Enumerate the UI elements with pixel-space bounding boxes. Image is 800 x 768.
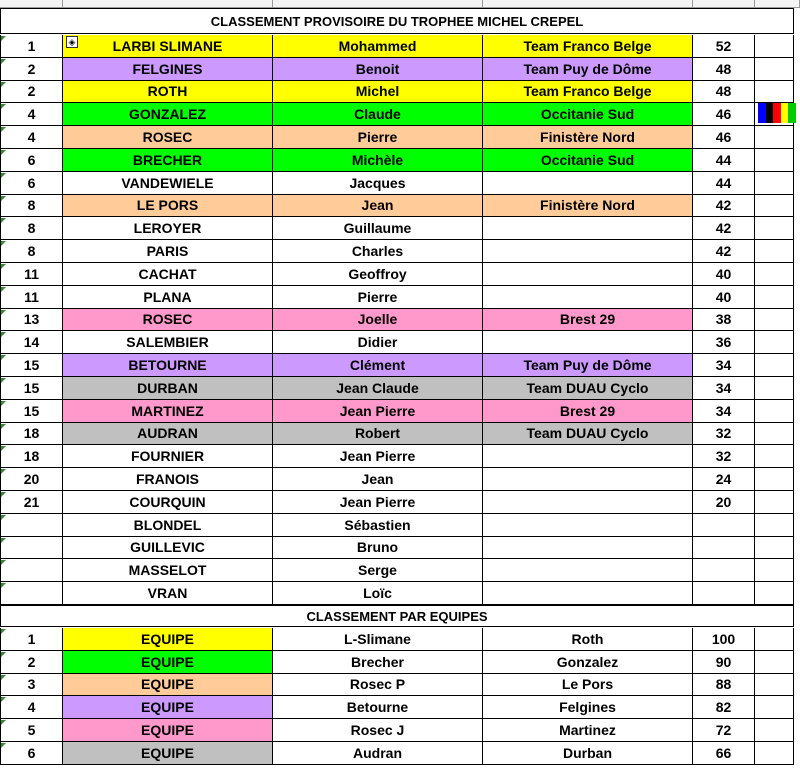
firstname-cell[interactable]: Jean Pierre <box>273 445 483 468</box>
points-cell[interactable]: 40 <box>693 286 755 309</box>
rank-cell[interactable]: 15 <box>0 377 63 400</box>
cell-flag-icon <box>1 150 6 155</box>
firstname-cell[interactable]: Geoffroy <box>273 263 483 286</box>
cell-flag-icon <box>1 629 6 634</box>
rank-cell[interactable]: 15 <box>0 354 63 377</box>
firstname-cell[interactable]: Clément <box>273 354 483 377</box>
extra-cell[interactable] <box>755 514 794 537</box>
cell-flag-icon <box>1 583 6 588</box>
extra-cell[interactable] <box>755 468 794 491</box>
cell-flag-icon <box>1 59 6 64</box>
team-cell[interactable]: Team DUAU Cyclo <box>483 423 693 446</box>
team-cell[interactable]: Finistère Nord <box>483 195 693 218</box>
rider-row <box>0 149 800 172</box>
teams-banner <box>0 605 794 627</box>
rider-row <box>0 217 800 240</box>
team-member2-cell[interactable]: Roth <box>483 628 693 651</box>
cell-flag-icon <box>1 469 6 474</box>
cell-flag-icon <box>1 538 6 543</box>
extra-cell[interactable] <box>755 195 794 218</box>
cell-flag-icon <box>1 446 6 451</box>
rider-row <box>0 240 800 263</box>
name-cell[interactable]: VRAN <box>63 582 273 605</box>
rider-row <box>0 423 800 446</box>
rider-row <box>0 354 800 377</box>
rider-row <box>0 286 800 309</box>
points-cell[interactable] <box>693 537 755 560</box>
team-cell[interactable] <box>483 286 693 309</box>
page-title: CLASSEMENT PROVISOIRE DU TROPHEE MICHEL CREPEL <box>210 13 584 29</box>
extra-cell[interactable] <box>755 81 794 104</box>
extra-cell[interactable] <box>755 58 794 81</box>
rider-row <box>0 195 800 218</box>
team-row <box>0 696 800 719</box>
cell-flag-icon <box>1 104 6 109</box>
team-label-cell[interactable]: EQUIPE <box>63 696 273 719</box>
firstname-cell[interactable]: Bruno <box>273 537 483 560</box>
jersey-stripe <box>758 103 766 123</box>
firstname-cell[interactable]: Mohammed <box>273 35 483 58</box>
jersey-stripe <box>781 103 789 123</box>
points-cell[interactable]: 44 <box>693 149 755 172</box>
cell-flag-icon <box>1 82 6 87</box>
name-cell[interactable]: BLONDEL <box>63 514 273 537</box>
name-cell[interactable]: DURBAN <box>63 377 273 400</box>
team-cell[interactable]: Team Puy de Dôme <box>483 354 693 377</box>
points-cell[interactable]: 44 <box>693 172 755 195</box>
rank-cell[interactable]: 2 <box>0 81 63 104</box>
teams-title: CLASSEMENT PAR EQUIPES <box>306 608 488 624</box>
rider-row <box>0 263 800 286</box>
extra-cell[interactable] <box>755 651 794 674</box>
team-cell[interactable] <box>483 445 693 468</box>
rank-cell[interactable]: 18 <box>0 423 63 446</box>
name-cell[interactable]: MASSELOT <box>63 559 273 582</box>
extra-cell[interactable] <box>755 149 794 172</box>
cell-flag-icon <box>1 560 6 565</box>
name-cell[interactable]: LARBI SLIMANE <box>63 35 273 58</box>
rider-row <box>0 445 800 468</box>
cell-flag-icon <box>1 36 6 41</box>
team-cell[interactable] <box>483 263 693 286</box>
jersey-stripe <box>788 103 796 123</box>
team-member1-cell[interactable]: L-Slimane <box>273 628 483 651</box>
rank-cell[interactable]: 8 <box>0 195 63 218</box>
name-cell[interactable]: ROSEC <box>63 126 273 149</box>
name-cell[interactable]: AUDRAN <box>63 423 273 446</box>
cell-flag-icon <box>1 697 6 702</box>
rank-cell[interactable]: 8 <box>0 217 63 240</box>
extra-cell[interactable] <box>755 628 794 651</box>
name-cell[interactable]: GUILLEVIC <box>63 537 273 560</box>
cell-flag-icon <box>1 264 6 269</box>
name-cell[interactable]: LEROYER <box>63 217 273 240</box>
rank-cell[interactable]: 6 <box>0 149 63 172</box>
rank-cell[interactable]: 21 <box>0 491 63 514</box>
firstname-cell[interactable]: Claude <box>273 103 483 126</box>
rank-cell[interactable] <box>0 537 63 560</box>
team-label-cell[interactable]: EQUIPE <box>63 628 273 651</box>
team-points-cell[interactable]: 66 <box>693 742 755 765</box>
cell-flag-icon <box>1 127 6 132</box>
team-rank-cell[interactable]: 3 <box>0 674 63 697</box>
firstname-cell[interactable]: Joelle <box>273 309 483 332</box>
team-label-cell[interactable]: EQUIPE <box>63 742 273 765</box>
team-cell[interactable] <box>483 514 693 537</box>
rainbow-jersey-icon <box>758 103 796 123</box>
firstname-cell[interactable]: Jean <box>273 195 483 218</box>
team-cell[interactable]: Finistère Nord <box>483 126 693 149</box>
team-rank-cell[interactable]: 5 <box>0 719 63 742</box>
rider-row <box>0 559 800 582</box>
name-cell[interactable]: GONZALEZ <box>63 103 273 126</box>
rank-cell[interactable] <box>0 514 63 537</box>
firstname-cell[interactable]: Robert <box>273 423 483 446</box>
team-rank-cell[interactable]: 6 <box>0 742 63 765</box>
team-cell[interactable]: Team DUAU Cyclo <box>483 377 693 400</box>
points-cell[interactable]: 42 <box>693 240 755 263</box>
jersey-stripe <box>773 103 781 123</box>
firstname-cell[interactable]: Sébastien <box>273 514 483 537</box>
team-cell[interactable]: Occitanie Sud <box>483 149 693 172</box>
team-member1-cell[interactable]: Rosec P <box>273 674 483 697</box>
rank-cell[interactable]: 15 <box>0 400 63 423</box>
rank-cell[interactable]: 11 <box>0 263 63 286</box>
team-row <box>0 628 800 651</box>
cell-flag-icon <box>1 401 6 406</box>
name-cell[interactable]: BRECHER <box>63 149 273 172</box>
points-cell[interactable]: 48 <box>693 58 755 81</box>
rank-cell[interactable]: 13 <box>0 309 63 332</box>
team-cell[interactable] <box>483 537 693 560</box>
name-cell[interactable]: MARTINEZ <box>63 400 273 423</box>
rider-row <box>0 377 800 400</box>
rank-cell[interactable]: 8 <box>0 240 63 263</box>
rider-row <box>0 58 800 81</box>
extra-cell[interactable] <box>755 559 794 582</box>
team-member1-cell[interactable]: Betourne <box>273 696 483 719</box>
rank-cell[interactable]: 2 <box>0 58 63 81</box>
cell-flag-icon <box>1 424 6 429</box>
points-cell[interactable]: 48 <box>693 81 755 104</box>
firstname-cell[interactable]: Pierre <box>273 286 483 309</box>
title-banner <box>0 8 794 34</box>
firstname-cell[interactable]: Benoit <box>273 58 483 81</box>
rank-cell[interactable]: 6 <box>0 172 63 195</box>
firstname-cell[interactable]: Jean Pierre <box>273 491 483 514</box>
firstname-cell[interactable]: Jean <box>273 468 483 491</box>
firstname-cell[interactable]: Loïc <box>273 582 483 605</box>
points-cell[interactable]: 32 <box>693 423 755 446</box>
name-cell[interactable]: COURQUIN <box>63 491 273 514</box>
extra-cell[interactable] <box>755 263 794 286</box>
team-cell[interactable]: Occitanie Sud <box>483 103 693 126</box>
team-label-cell[interactable]: EQUIPE <box>63 719 273 742</box>
points-cell[interactable]: 42 <box>693 195 755 218</box>
rider-row <box>0 103 800 126</box>
team-member1-cell[interactable]: Audran <box>273 742 483 765</box>
firstname-cell[interactable]: Jean Claude <box>273 377 483 400</box>
rank-cell[interactable]: 11 <box>0 286 63 309</box>
points-cell[interactable] <box>693 582 755 605</box>
cell-flag-icon <box>1 743 6 748</box>
rank-cell[interactable]: 1 <box>0 35 63 58</box>
team-member2-cell[interactable]: Martinez <box>483 719 693 742</box>
points-cell[interactable]: 52 <box>693 35 755 58</box>
points-cell[interactable]: 24 <box>693 468 755 491</box>
team-cell[interactable] <box>483 172 693 195</box>
name-cell[interactable]: SALEMBIER <box>63 331 273 354</box>
name-cell[interactable]: ROSEC <box>63 309 273 332</box>
firstname-cell[interactable]: Guillaume <box>273 217 483 240</box>
team-row <box>0 719 800 742</box>
cell-flag-icon <box>1 652 6 657</box>
points-cell[interactable]: 42 <box>693 217 755 240</box>
points-cell[interactable]: 34 <box>693 400 755 423</box>
rider-row <box>0 537 800 560</box>
rider-row <box>0 172 800 195</box>
name-cell[interactable]: BETOURNE <box>63 354 273 377</box>
team-cell[interactable] <box>483 468 693 491</box>
team-label-cell[interactable]: EQUIPE <box>63 674 273 697</box>
name-cell[interactable]: CACHAT <box>63 263 273 286</box>
rank-cell[interactable]: 20 <box>0 468 63 491</box>
extra-cell[interactable] <box>755 309 794 332</box>
team-label-cell[interactable]: EQUIPE <box>63 651 273 674</box>
extra-cell[interactable] <box>755 674 794 697</box>
rank-cell[interactable] <box>0 559 63 582</box>
rider-row <box>0 81 800 104</box>
team-row <box>0 742 800 765</box>
extra-cell[interactable] <box>755 537 794 560</box>
points-cell[interactable]: 46 <box>693 126 755 149</box>
extra-cell[interactable] <box>755 377 794 400</box>
extra-cell[interactable] <box>755 445 794 468</box>
extra-cell[interactable] <box>755 172 794 195</box>
firstname-cell[interactable]: Michel <box>273 81 483 104</box>
firstname-cell[interactable]: Didier <box>273 331 483 354</box>
rider-row <box>0 400 800 423</box>
cell-flag-icon <box>1 675 6 680</box>
points-cell[interactable]: 34 <box>693 377 755 400</box>
team-member2-cell[interactable]: Durban <box>483 742 693 765</box>
rider-row <box>0 491 800 514</box>
comment-note-icon[interactable]: ◈ <box>66 36 78 48</box>
firstname-cell[interactable]: Jean Pierre <box>273 400 483 423</box>
team-member1-cell[interactable]: Rosec J <box>273 719 483 742</box>
name-cell[interactable]: ROTH <box>63 81 273 104</box>
team-points-cell[interactable]: 88 <box>693 674 755 697</box>
cell-flag-icon <box>1 196 6 201</box>
team-cell[interactable] <box>483 491 693 514</box>
rider-row <box>0 331 800 354</box>
rider-row <box>0 35 800 58</box>
points-cell[interactable]: 40 <box>693 263 755 286</box>
cell-flag-icon <box>1 332 6 337</box>
extra-cell[interactable] <box>755 331 794 354</box>
rider-row <box>0 582 800 605</box>
team-row <box>0 651 800 674</box>
team-cell[interactable] <box>483 582 693 605</box>
firstname-cell[interactable]: Serge <box>273 559 483 582</box>
rank-cell[interactable] <box>0 582 63 605</box>
team-points-cell[interactable]: 72 <box>693 719 755 742</box>
cell-flag-icon <box>1 355 6 360</box>
firstname-cell[interactable]: Jacques <box>273 172 483 195</box>
points-cell[interactable]: 38 <box>693 309 755 332</box>
extra-cell[interactable] <box>755 696 794 719</box>
name-cell[interactable]: FOURNIER <box>63 445 273 468</box>
rank-cell[interactable]: 18 <box>0 445 63 468</box>
team-points-cell[interactable]: 82 <box>693 696 755 719</box>
cell-flag-icon <box>1 310 6 315</box>
points-cell[interactable] <box>693 559 755 582</box>
extra-cell[interactable] <box>755 742 794 765</box>
extra-cell[interactable] <box>755 582 794 605</box>
cell-flag-icon <box>1 515 6 520</box>
jersey-stripe <box>766 103 774 123</box>
team-row <box>0 674 800 697</box>
extra-cell[interactable] <box>755 719 794 742</box>
firstname-cell[interactable]: Charles <box>273 240 483 263</box>
name-cell[interactable]: FELGINES <box>63 58 273 81</box>
rank-cell[interactable]: 14 <box>0 331 63 354</box>
points-cell[interactable] <box>693 514 755 537</box>
points-cell[interactable]: 46 <box>693 103 755 126</box>
points-cell[interactable]: 32 <box>693 445 755 468</box>
team-member2-cell[interactable]: Le Pors <box>483 674 693 697</box>
rider-row <box>0 468 800 491</box>
points-cell[interactable]: 34 <box>693 354 755 377</box>
team-cell[interactable]: Brest 29 <box>483 309 693 332</box>
cell-flag-icon <box>1 173 6 178</box>
firstname-cell[interactable]: Michèle <box>273 149 483 172</box>
firstname-cell[interactable]: Pierre <box>273 126 483 149</box>
name-cell[interactable]: LE PORS <box>63 195 273 218</box>
team-member2-cell[interactable]: Gonzalez <box>483 651 693 674</box>
rider-row <box>0 126 800 149</box>
column-header-strip <box>0 0 800 8</box>
rank-cell[interactable]: 4 <box>0 103 63 126</box>
extra-cell[interactable] <box>755 400 794 423</box>
extra-cell[interactable] <box>755 491 794 514</box>
extra-cell[interactable] <box>755 240 794 263</box>
team-rank-cell[interactable]: 1 <box>0 628 63 651</box>
team-cell[interactable] <box>483 559 693 582</box>
team-cell[interactable]: Team Puy de Dôme <box>483 58 693 81</box>
rider-row <box>0 309 800 332</box>
rank-cell[interactable]: 4 <box>0 126 63 149</box>
team-rank-cell[interactable]: 4 <box>0 696 63 719</box>
team-cell[interactable] <box>483 217 693 240</box>
rider-row <box>0 514 800 537</box>
extra-cell[interactable] <box>755 126 794 149</box>
team-rank-cell[interactable]: 2 <box>0 651 63 674</box>
name-cell[interactable]: PLANA <box>63 286 273 309</box>
points-cell[interactable]: 20 <box>693 491 755 514</box>
name-cell[interactable]: VANDEWIELE <box>63 172 273 195</box>
cell-flag-icon <box>1 378 6 383</box>
cell-flag-icon <box>1 241 6 246</box>
extra-cell[interactable] <box>755 286 794 309</box>
team-cell[interactable] <box>483 240 693 263</box>
name-cell[interactable]: PARIS <box>63 240 273 263</box>
extra-cell[interactable] <box>755 354 794 377</box>
team-cell[interactable]: Team Franco Belge <box>483 81 693 104</box>
name-cell[interactable]: FRANOIS <box>63 468 273 491</box>
extra-cell[interactable] <box>755 217 794 240</box>
team-member1-cell[interactable]: Brecher <box>273 651 483 674</box>
extra-cell[interactable] <box>755 35 794 58</box>
team-cell[interactable] <box>483 331 693 354</box>
team-points-cell[interactable]: 90 <box>693 651 755 674</box>
team-cell[interactable]: Brest 29 <box>483 400 693 423</box>
team-member2-cell[interactable]: Felgines <box>483 696 693 719</box>
team-points-cell[interactable]: 100 <box>693 628 755 651</box>
cell-flag-icon <box>1 492 6 497</box>
cell-flag-icon <box>1 287 6 292</box>
cell-flag-icon <box>1 720 6 725</box>
points-cell[interactable]: 36 <box>693 331 755 354</box>
team-cell[interactable]: Team Franco Belge <box>483 35 693 58</box>
extra-cell[interactable] <box>755 423 794 446</box>
cell-flag-icon <box>1 218 6 223</box>
